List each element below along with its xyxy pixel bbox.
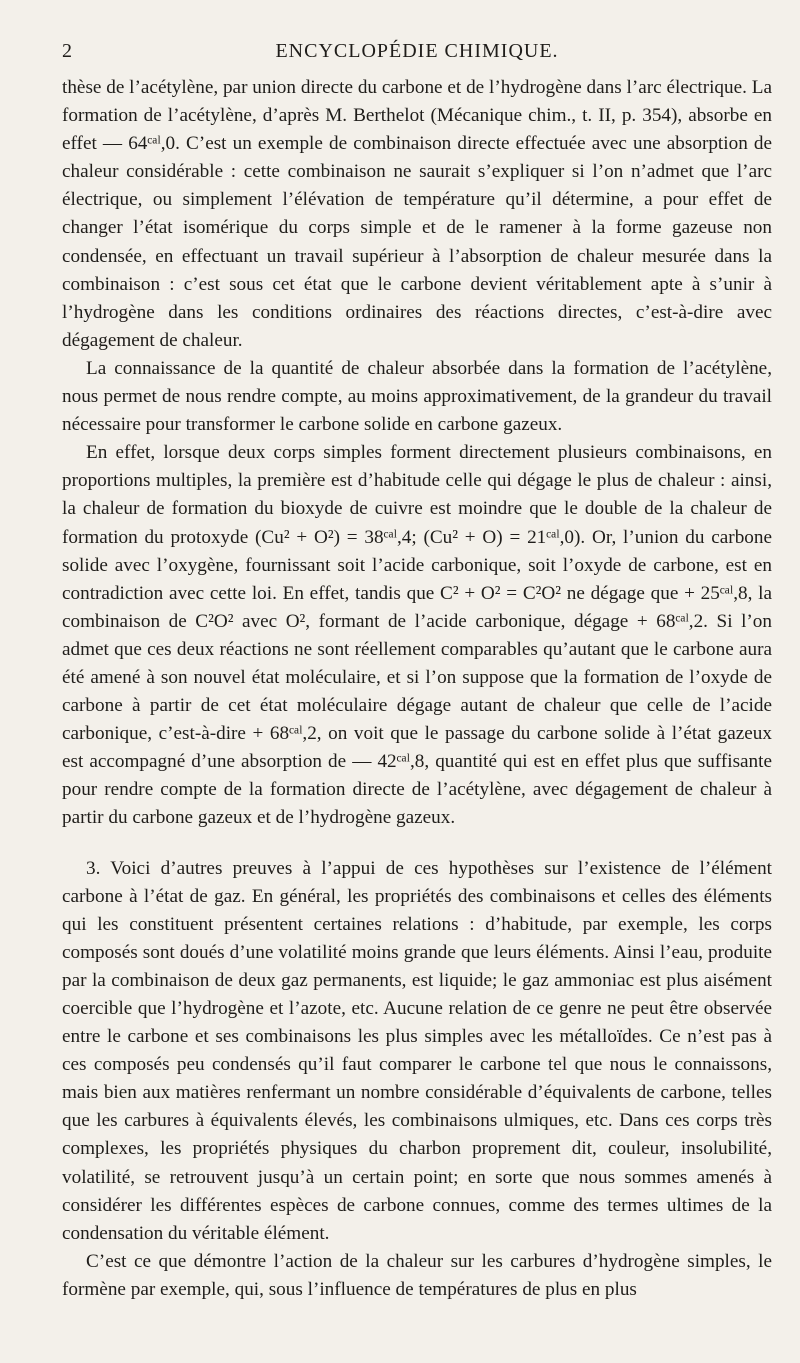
paragraph: En effet, lorsque deux corps simples forment directement plusieurs combinaisons, en proportions multiples, la première est d’habitude celle qui dégage le plus de chaleur : ainsi, la chaleur de formation du bioxyde de cuivre est moindre que le double de la chaleur de formation du protoxyde (Cu² + O²) = 38ᶜᵃˡ,4; (Cu² + O) = 21ᶜᵃˡ,0). Or, l’union du carbone solide avec l’oxygène, fournissant soit l’acide carbonique, soit l’oxyde de carbone, est en contradiction avec cette loi. En effet, tandis que C² + O² = C²O² ne dégage que + 25ᶜᵃˡ,8, la combinaison de C²O² avec O², formant de l’acide carbonique, dégage + 68ᶜᵃˡ,2. Si l’on admet que ces deux réactions ne sont réellement comparables qu’autant que le carbone aura été amené à son nouvel état moléculaire, et si l’on suppose que la formation de l’oxyde de carbone à partir de cet état moléculaire dégage autant de chaleur que celle de l’acide carbonique, c’est-à-dire + 68ᶜᵃˡ,2, on voit que le passage du carbone solide à l’état gazeux est accompagné d’une absorption de — 42ᶜᵃˡ,8, quantité qui est en effet plus que suffisante pour rendre compte de la formation directe de l’acétylène, avec dégagement de chaleur à partir du carbone gazeux et de l’hydrogène gazeux. [62,442,772,829]
running-title: ENCYCLOPÉDIE CHIMIQUE. [275,40,559,62]
page-header [62,40,772,70]
paragraph: 3. Voici d’autres preuves à l’appui de ces hypothèses sur l’existence de l’élément carbone à l’état de gaz. En général, les propriétés des combinaisons et celles des éléments qui les constituent présentent certaines relations : d’habitude, par exemple, les corps composés sont doués d’une volatilité moins grande que leurs éléments. Ainsi l’eau, produite par la combinaison de deux gaz permanents, est liquide; le gaz ammoniac est plus aisément coercible que l’hydrogène et l’azote, etc. Aucune relation de ce genre ne peut être observée entre le carbone et ses combinaisons les plus simples avec les métalloïdes. Ce n’est pas à ces composés peu condensés qu’il faut comparer le carbone tel que nous le connaissons, mais bien aux matières renfermant un nombre considérable d’équivalents de carbone, telles que les carbures à équivalents élevés, les combinaisons ulmiques, etc. Dans ces corps très complexes, les propriétés physiques du charbon proprement dit, couleur, insolubilité, volatilité, se retrouvent jusqu’à un certain point; en sorte que nous sommes amenés à considérer les différentes espèces de carbone connues, comme des termes ultimes de la condensation du véritable élément. [62,857,772,1244]
body-text [62,74,772,1304]
page-number: 2 [62,40,73,62]
paragraph: thèse de l’acétylène, par union directe du carbone et de l’hydrogène dans l’arc électrique. La formation de l’acétylène, d’après M. Berthelot (Mécanique chim., t. II, p. 354), absorbe en effet — 64ᶜᵃˡ,0. C’est un exemple de combinaison directe effectuée avec une absorption de chaleur considérable : cette combinaison ne saurait s’expliquer si l’on n’admet que l’arc électrique, ou simplement l’élévation de température qu’il détermine, a pour effet de changer l’état isomérique du corps simple et de le ramener à la forme gazeuse non condensée, en effectuant un travail supérieur à l’absorption de chaleur mesurée dans la combinaison : c’est sous cet état que le carbone devient véritablement apte à s’unir à l’hydrogène dans les conditions ordinaires des réactions directes, c’est-à-dire avec dégagement de chaleur. [62,77,772,351]
paragraph: La connaissance de la quantité de chaleur absorbée dans la formation de l’acétylène, nous permet de nous rendre compte, au moins approximativement, de la grandeur du travail nécessaire pour transformer le carbone solide en carbone gazeux. [62,357,772,436]
paragraph: C’est ce que démontre l’action de la chaleur sur les carbures d’hydrogène simples, le formène par exemple, qui, sous l’influence de températures de plus en plus [62,1250,772,1300]
